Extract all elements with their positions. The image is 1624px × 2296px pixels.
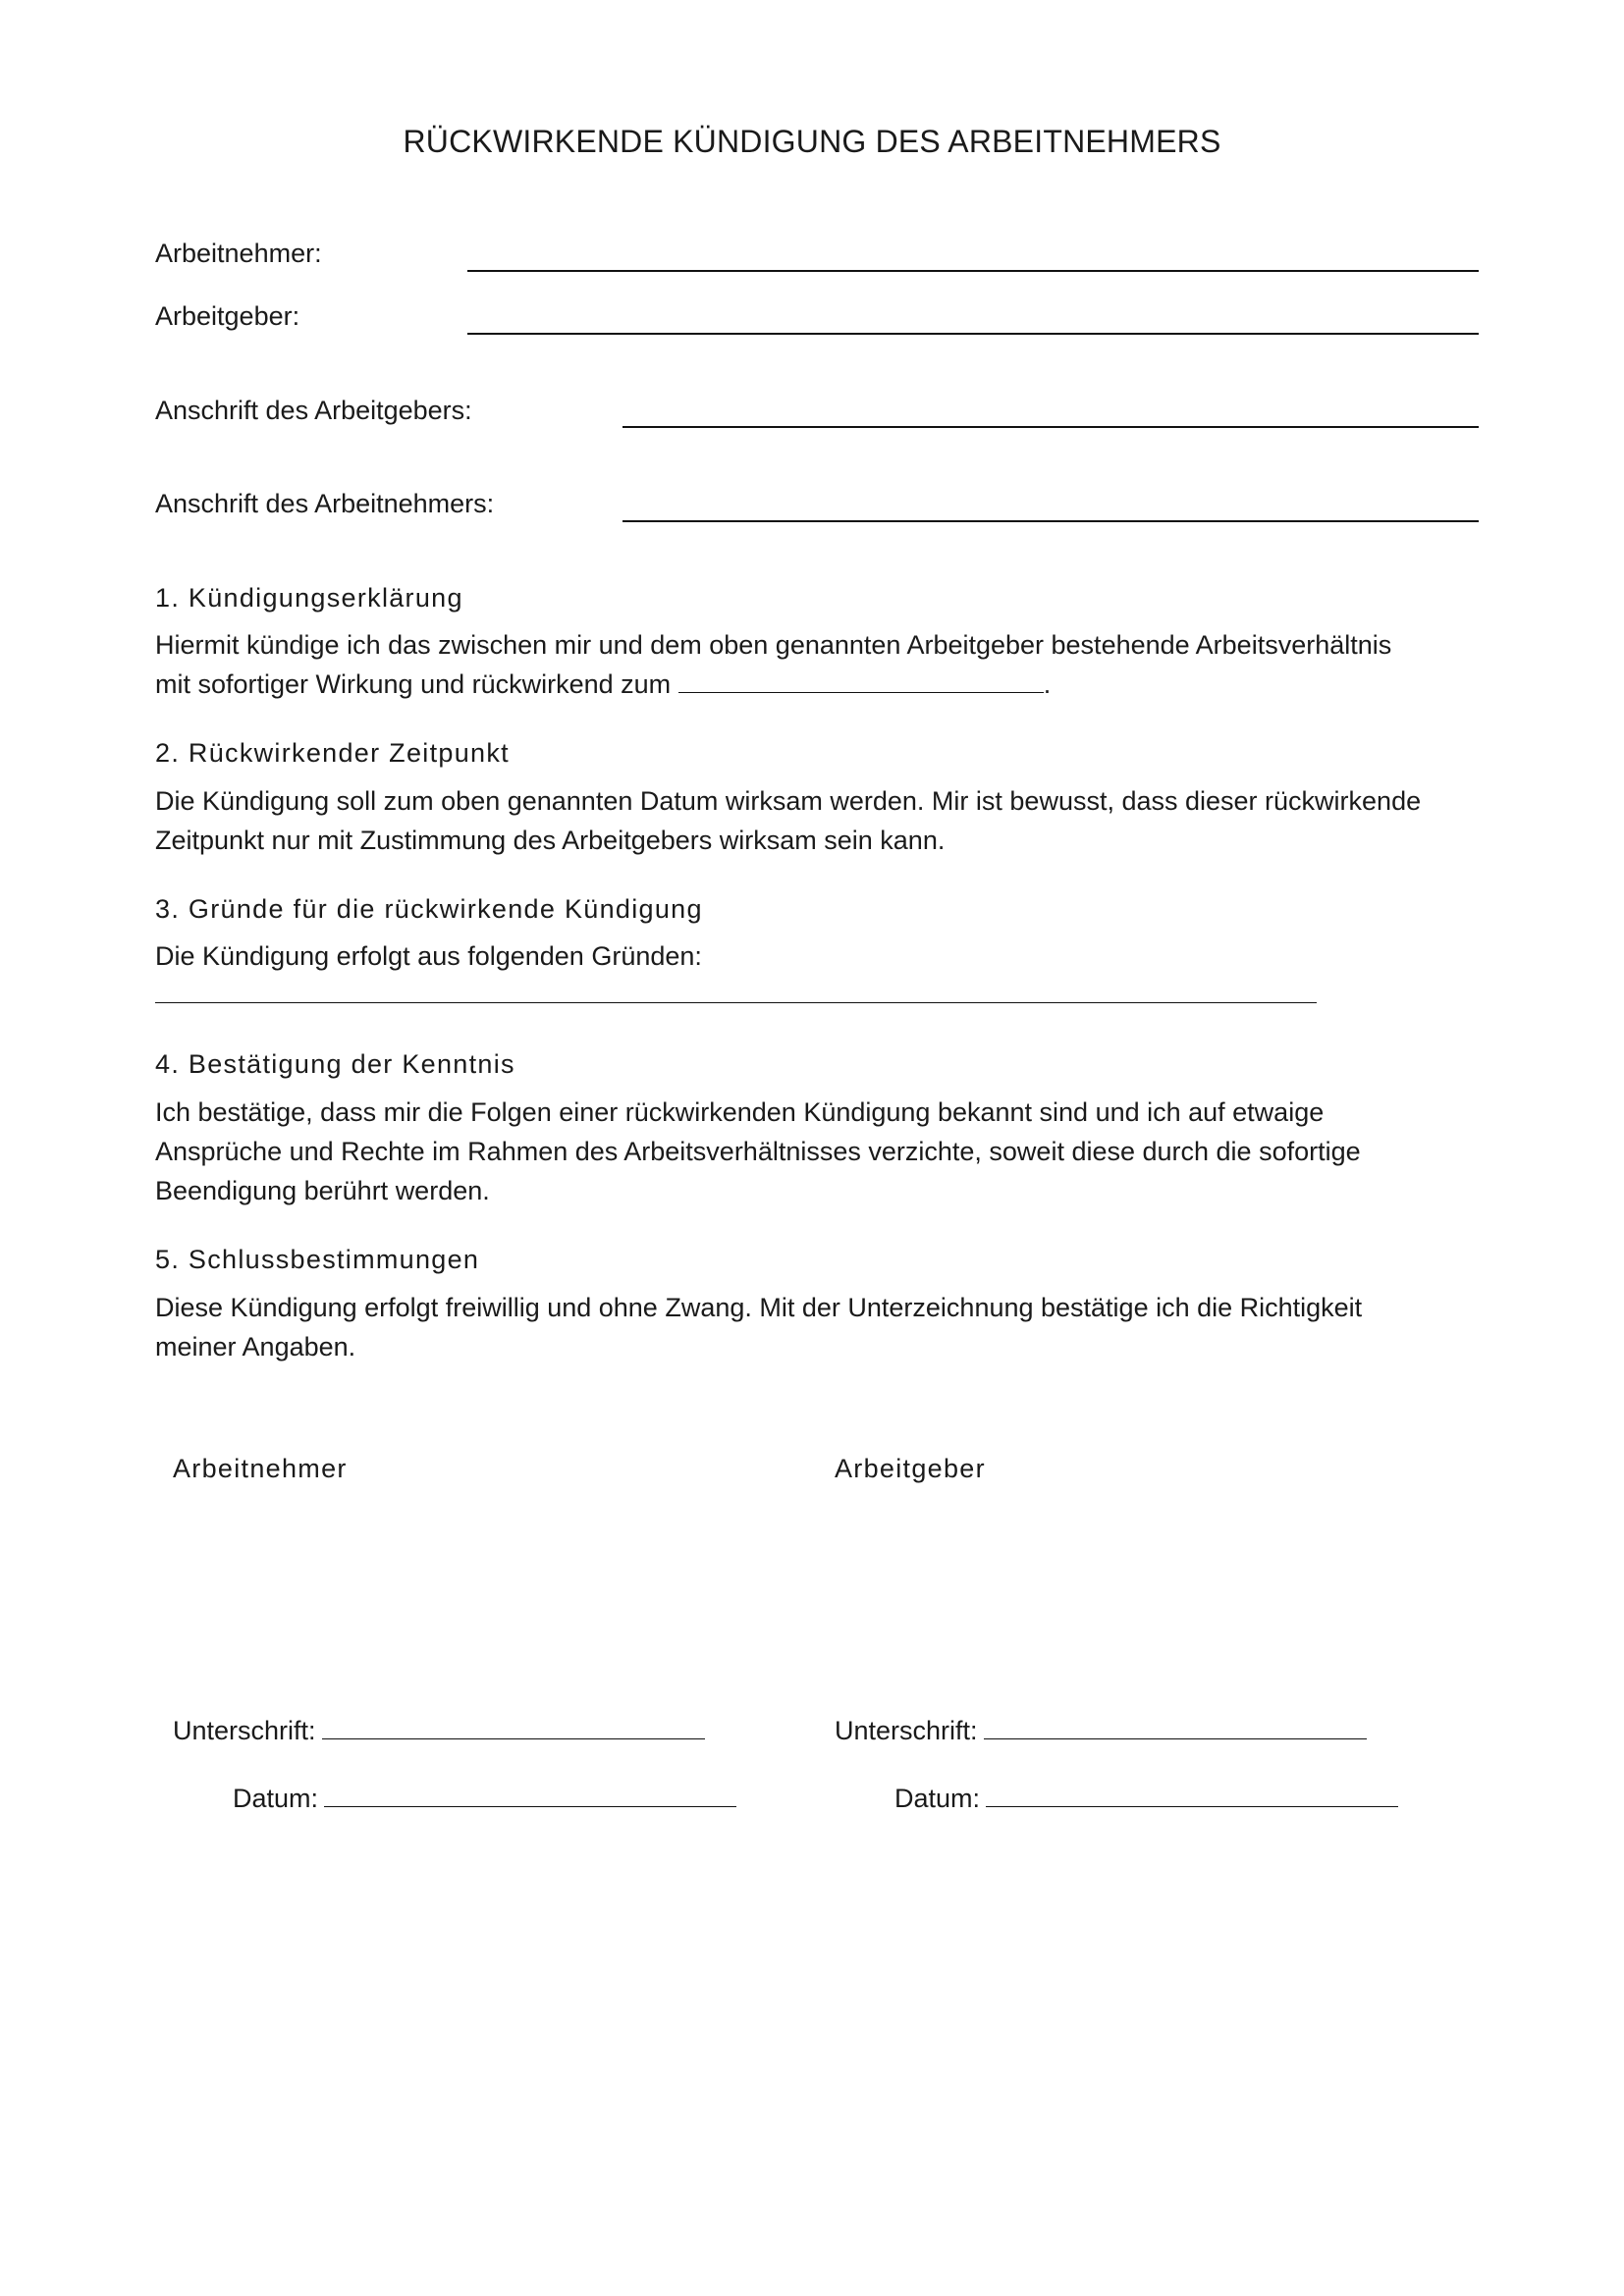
- employer-date-field[interactable]: [986, 1783, 1398, 1807]
- employer-name-field[interactable]: [467, 333, 1479, 335]
- section-body: [155, 781, 1481, 860]
- reasons-field[interactable]: [155, 1002, 1317, 1003]
- employee-address-field[interactable]: [623, 520, 1479, 522]
- employee-label: Arbeitnehmer:: [155, 239, 322, 268]
- employer-date-row: [894, 1782, 1398, 1815]
- termination-date-field[interactable]: [678, 670, 1044, 693]
- section-line-end: .: [1043, 669, 1052, 699]
- employee-name-field[interactable]: [467, 270, 1479, 272]
- employee-signature-label: Unterschrift:: [173, 1716, 316, 1745]
- employee-address-label: Anschrift des Arbeitnehmers:: [155, 489, 495, 518]
- section-line: meiner Angaben.: [155, 1332, 356, 1362]
- employer-date-label: Datum:: [894, 1784, 981, 1813]
- section-line: Ansprüche und Rechte im Rahmen des Arbeitsverhältnisses verzichte, soweit diese durch die sofortige: [155, 1137, 1361, 1166]
- section-heading: 5. Schlussbestimmungen: [155, 1245, 480, 1274]
- section-line: Die Kündigung erfolgt aus folgenden Gründen:: [155, 941, 702, 971]
- employer-signature-label: Unterschrift:: [835, 1716, 978, 1745]
- section-heading: 2. Rückwirkender Zeitpunkt: [155, 738, 510, 768]
- employer-address-field[interactable]: [623, 426, 1479, 428]
- section-line-with-blank: [155, 665, 1481, 704]
- section-heading: 3. Gründe für die rückwirkende Kündigung: [155, 894, 703, 924]
- section-body: [155, 1288, 1481, 1366]
- section-line: Beendigung berührt werden.: [155, 1176, 490, 1205]
- section-body: [155, 936, 1481, 976]
- employer-label: Arbeitgeber:: [155, 301, 300, 331]
- employer-signature-field[interactable]: [984, 1715, 1367, 1739]
- employee-date-label: Datum:: [233, 1784, 319, 1813]
- section-line: Diese Kündigung erfolgt freiwillig und ohne Zwang. Mit der Unterzeichnung bestätige ich die Richtigkeit: [155, 1293, 1363, 1322]
- section-heading: 1. Kündigungserklärung: [155, 583, 463, 613]
- employee-signature-heading: Arbeitnehmer: [173, 1454, 348, 1483]
- employee-date-field[interactable]: [324, 1783, 736, 1807]
- section-line-text: mit sofortiger Wirkung und rückwirkend zum: [155, 669, 672, 699]
- section-line: Ich bestätige, dass mir die Folgen einer rückwirkenden Kündigung bekannt sind und ich auf etwaige: [155, 1097, 1325, 1127]
- employee-signature-field[interactable]: [322, 1715, 705, 1739]
- section-line: Die Kündigung soll zum oben genannten Datum wirksam werden. Mir ist bewusst, dass dieser rückwirkende: [155, 786, 1422, 816]
- section-heading: 4. Bestätigung der Kenntnis: [155, 1049, 515, 1079]
- employee-signature-row: [173, 1714, 705, 1747]
- section-body: [155, 1093, 1481, 1210]
- employer-signature-heading: Arbeitgeber: [835, 1454, 986, 1483]
- section-body: [155, 625, 1481, 704]
- employee-date-row: [233, 1782, 736, 1815]
- section-line: Zeitpunkt nur mit Zustimmung des Arbeitgebers wirksam sein kann.: [155, 826, 946, 855]
- document-title: RÜCKWIRKENDE KÜNDIGUNG DES ARBEITNEHMERS: [403, 124, 1221, 159]
- employer-address-label: Anschrift des Arbeitgebers:: [155, 396, 472, 425]
- employer-signature-row: [835, 1714, 1367, 1747]
- section-line: Hiermit kündige ich das zwischen mir und dem oben genannten Arbeitgeber bestehende Arbeitsverhältnis: [155, 630, 1392, 660]
